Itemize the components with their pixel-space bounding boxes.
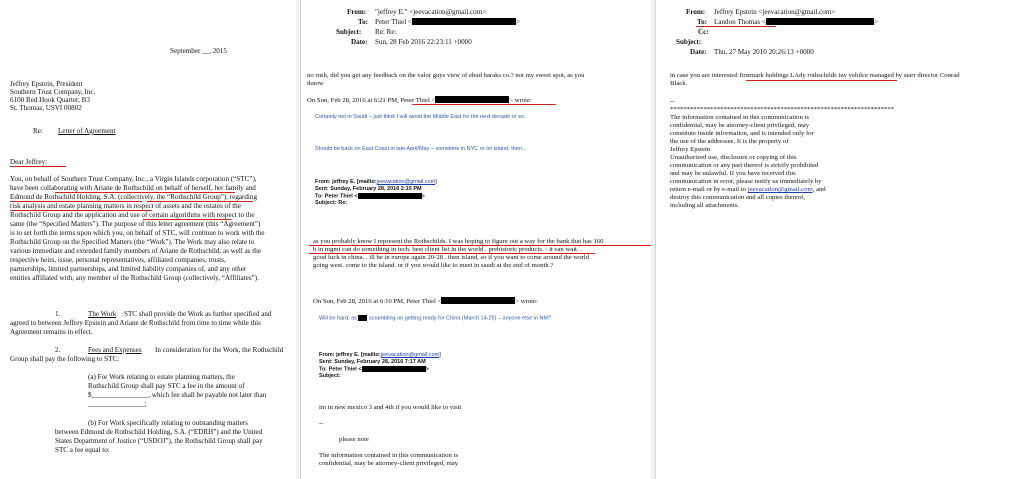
re-label: Re:: [33, 127, 43, 135]
please-note: please note: [339, 436, 369, 443]
redaction-bar: [358, 315, 367, 321]
subitem-line: ________________;: [88, 400, 147, 408]
item-number: 1.: [55, 310, 61, 318]
re-value: Letter of Agreement: [58, 127, 116, 135]
footer-line: confidential, may be attorney-client privileged, may: [319, 460, 459, 467]
subject-label: Subject:: [336, 28, 362, 36]
highlight-underline: [10, 201, 142, 202]
fwd-to: To: Peter Thiel < >: [319, 366, 429, 373]
redaction-bar: [358, 193, 422, 199]
redaction-bar: [766, 18, 874, 25]
from-value: "jeffrey E." <jeevacation@gmail.com>: [375, 8, 487, 16]
fwd-from: From: jeffrey E. [mailto:jeevacation@gmail.com]: [319, 352, 441, 358]
redaction-bar: [412, 18, 516, 25]
highlighted-phrase: firstmark holdings LAdy rothschilds inv vehilce: [739, 72, 868, 79]
footer-line: The information contained in this communication is: [319, 452, 458, 459]
disclaimer-line: and may be unlawful. If you have received this: [670, 170, 796, 177]
signature-dashes: --: [670, 98, 675, 105]
email-body-line: in case you are interested firstmark holdings LAdy rothschilds inv vehilce managed by starr director Conrad: [670, 72, 960, 79]
subitem-line: Rothschild Group shall pay STC a fee in the amount of: [88, 382, 245, 390]
date-value: Sun, 28 Feb 2016 22:23:11 +0000: [375, 38, 472, 46]
disclaimer-line: constitute inside information, and is intended only for: [670, 130, 814, 137]
disclaimer-line: return e-mail or by e-mail to jeevacation@gmail.com, and: [670, 186, 826, 193]
subitem-line: between Edmond de Rothschild Holding, S.A. (“EDRH”) and the United: [55, 428, 263, 436]
to-value: Peter Thiel < >: [375, 18, 520, 26]
email-body-line: Black.: [670, 80, 688, 87]
disclaimer-line: communication or any part thereof is strictly prohibited: [670, 162, 819, 169]
body-line: various immediate and extended family members of Ariane de Rothschild, as well as the: [10, 247, 261, 255]
highlight-underline: [309, 245, 651, 246]
body-line: You, on behalf of Southern Trust Company, Inc., a Virgin Islands corporation (“STC”),: [10, 175, 257, 183]
fwd-sent: Sent: Sunday, February 28, 2016 2:15 PM: [315, 186, 422, 192]
letter-date: September __, 2015: [170, 47, 227, 55]
from-label: From:: [347, 8, 367, 16]
email-body-line: iknow: [307, 80, 324, 87]
disclaimer-line: destroy this communication and all copies thereof,: [670, 194, 806, 201]
body-line: Rothschild Group and the application and use of certain algorithms with respect to the: [10, 211, 255, 219]
landon-email-panel: [656, 0, 1024, 479]
email-link[interactable]: jeevacation@gmail.com: [376, 179, 436, 185]
address-line: 6100 Red Hook Quarter, B3: [10, 96, 90, 104]
body-line: entities affiliated with, any member of the Rothschild Group (collectively, “Affiliates”).: [10, 274, 259, 282]
disclaimer-line: Unauthorized use, disclosure or copying of this: [670, 154, 797, 161]
to-label: To:: [358, 18, 368, 26]
item-line: agreed to between Jeffrey Epstein and Ariane de Rothschild from time to time while this: [10, 319, 261, 327]
item-number: 2.: [55, 346, 61, 354]
separator-stars: *******************************************************************: [670, 106, 895, 113]
redaction-bar: [362, 366, 426, 372]
body-line: Edmond de Rothschild Holding, S.A. (collectively, the “Rothschild Group”), regarding: [10, 193, 257, 201]
highlight-underline: [143, 219, 231, 220]
highlight-underline: [55, 192, 235, 193]
body-line: is to set forth the terms upon which you, on behalf of STC, will continue to work with the: [10, 229, 265, 237]
to-value: Landon Thomas < >: [714, 18, 878, 26]
highlight-underline: [10, 210, 152, 211]
date-value: Thu, 27 May 2010 20:26:13 +0000: [714, 48, 814, 56]
address-line: St. Thomas, USVI 00802: [10, 104, 82, 112]
fwd-from: From: jeffrey E. [mailto:jeevacation@gmail.com]: [315, 179, 437, 185]
item-line: STC shall provide the Work as further specified and: [124, 310, 272, 318]
disclaimer-line: confidential, may be attorney-client privileged, may: [670, 122, 810, 129]
quoted-line: Will be hard, as scrambling on getting ready for China (March 14-25) – anyone else in NM?: [319, 315, 552, 322]
highlight-underline: [746, 80, 897, 81]
message-line: im in new mexico 3 and 4th if you would like to visit: [319, 404, 462, 411]
date-label: Date:: [351, 38, 368, 46]
item-line: Agreement remains in effect.: [10, 328, 93, 336]
subitem-line: States Department of Justice (“USDOJ”), the Rothschild Group shall pay: [55, 437, 263, 445]
cc-label: Cc:: [698, 28, 709, 36]
fwd-to: To: Peter Thiel < >: [315, 193, 425, 200]
item-title: Fees and Expenses: [88, 346, 142, 354]
disclaimer-line: including all attachments.: [670, 202, 739, 209]
signature-dashes: --: [319, 420, 324, 427]
subitem-line: $________________, which fee shall be payable not later than: [88, 391, 267, 399]
message-line: b in mgmt can do something in tech. best client list in the world . prehistoric products. - it can wait. .: [313, 246, 582, 253]
subject-value: Re: Re:: [375, 28, 397, 36]
item-line: Group shall pay the following to STC:: [10, 355, 120, 363]
redaction-bar: [441, 297, 515, 304]
item-title: The Work: [88, 310, 117, 318]
fwd-sent: Sent: Sunday, February 28, 2016 7:17 AM: [319, 359, 426, 365]
disclaimer-line: The information contained in this communication is: [670, 114, 809, 121]
body-line: partnerships, limited partnerships, and limited liability companies of, and any other: [10, 265, 247, 273]
disclaimer-line: communication in error, please notify us immediately by: [670, 178, 822, 185]
from-label: From:: [686, 8, 706, 16]
subitem-line: (b) For Work specifically relating to outstanding matters: [88, 419, 248, 427]
fwd-subject: Subject:: [319, 373, 341, 379]
body-line: have been collaborating with Ariane de Rothschild on behalf of herself, her family and: [10, 184, 256, 192]
salutation: Dear Jeffrey:: [10, 158, 48, 166]
item-line: In consideration for the Work, the Rothschild: [155, 346, 284, 354]
body-line: risk analysis and estate planning matters in respect of assets and the estates of the: [10, 202, 241, 210]
address-line: Jeffrey Epstein, President: [10, 80, 83, 88]
subitem-line: (a) For Work relating to estate planning matters, the: [88, 373, 235, 381]
message-line: going west. come to the island. or if you would like to meet in saudi at the end of month ?: [313, 262, 554, 269]
salutation-underline: [10, 166, 66, 167]
date-label: Date:: [690, 48, 707, 56]
body-line: same (the “Specified Matters”). The purpose of this letter agreement (this “Agreement”): [10, 220, 261, 228]
subitem-line: STC a fee equal to:: [55, 446, 110, 454]
body-line: respective heirs, issue, personal representatives, affiliated companies, trusts,: [10, 256, 226, 264]
quoted-line: Should be back on East Coast in late April/May – sometime in NYC or on island, then...: [315, 146, 527, 152]
highlight-underline: [412, 104, 556, 105]
disclaimer-line: Jeffrey Epstein: [670, 146, 711, 153]
message-line: as you probably know I represent the Rothschilds. I was hoping to figure out a way for the bank that has 160: [313, 238, 604, 245]
email-link[interactable]: jeevacation@gmail.com: [747, 186, 813, 193]
fwd-subject: Subject: Re:: [315, 200, 348, 206]
highlight-underline: [147, 201, 253, 202]
highlight-underline: [309, 253, 595, 254]
subject-label: Subject:: [676, 38, 702, 46]
email-link[interactable]: jeevacation@gmail.com: [380, 352, 440, 358]
thiel-email-panel: [301, 0, 651, 479]
quoted-line: Certainly not in Saudi – just think I will avoid the Middle East for the next decade or so.: [315, 114, 526, 120]
to-label: To:: [697, 18, 707, 26]
letter-of-agreement-panel: [0, 0, 296, 479]
email-body-line: no rush, did you get any feedback on the valor guys view of ehud baraks co.? not my sweet spot, as you: [307, 72, 585, 79]
wrote-line: On Sun, Feb 28, 2016 at 6:21 PM, Peter Thiel < > wrote:: [307, 97, 532, 104]
from-value: Jeffrey Epstein <jeevacation@gmail.com>: [714, 8, 836, 16]
body-line: Rothschild Group on the Specified Matters (the “Work”). The Work may also relate to: [10, 238, 255, 246]
disclaimer-line: the use of the addressee. It is the property of: [670, 138, 789, 145]
redaction-bar: [435, 96, 509, 103]
wrote-line: On Sun, Feb 28, 2016 at 6:10 PM, Peter Thiel < > wrote:: [313, 298, 538, 305]
address-line: Southern Trust Company, Inc.: [10, 88, 96, 96]
message-line: good luck in china. . ill be in europe again 20-28 . then island, so if you want to come around the world: [313, 254, 589, 261]
